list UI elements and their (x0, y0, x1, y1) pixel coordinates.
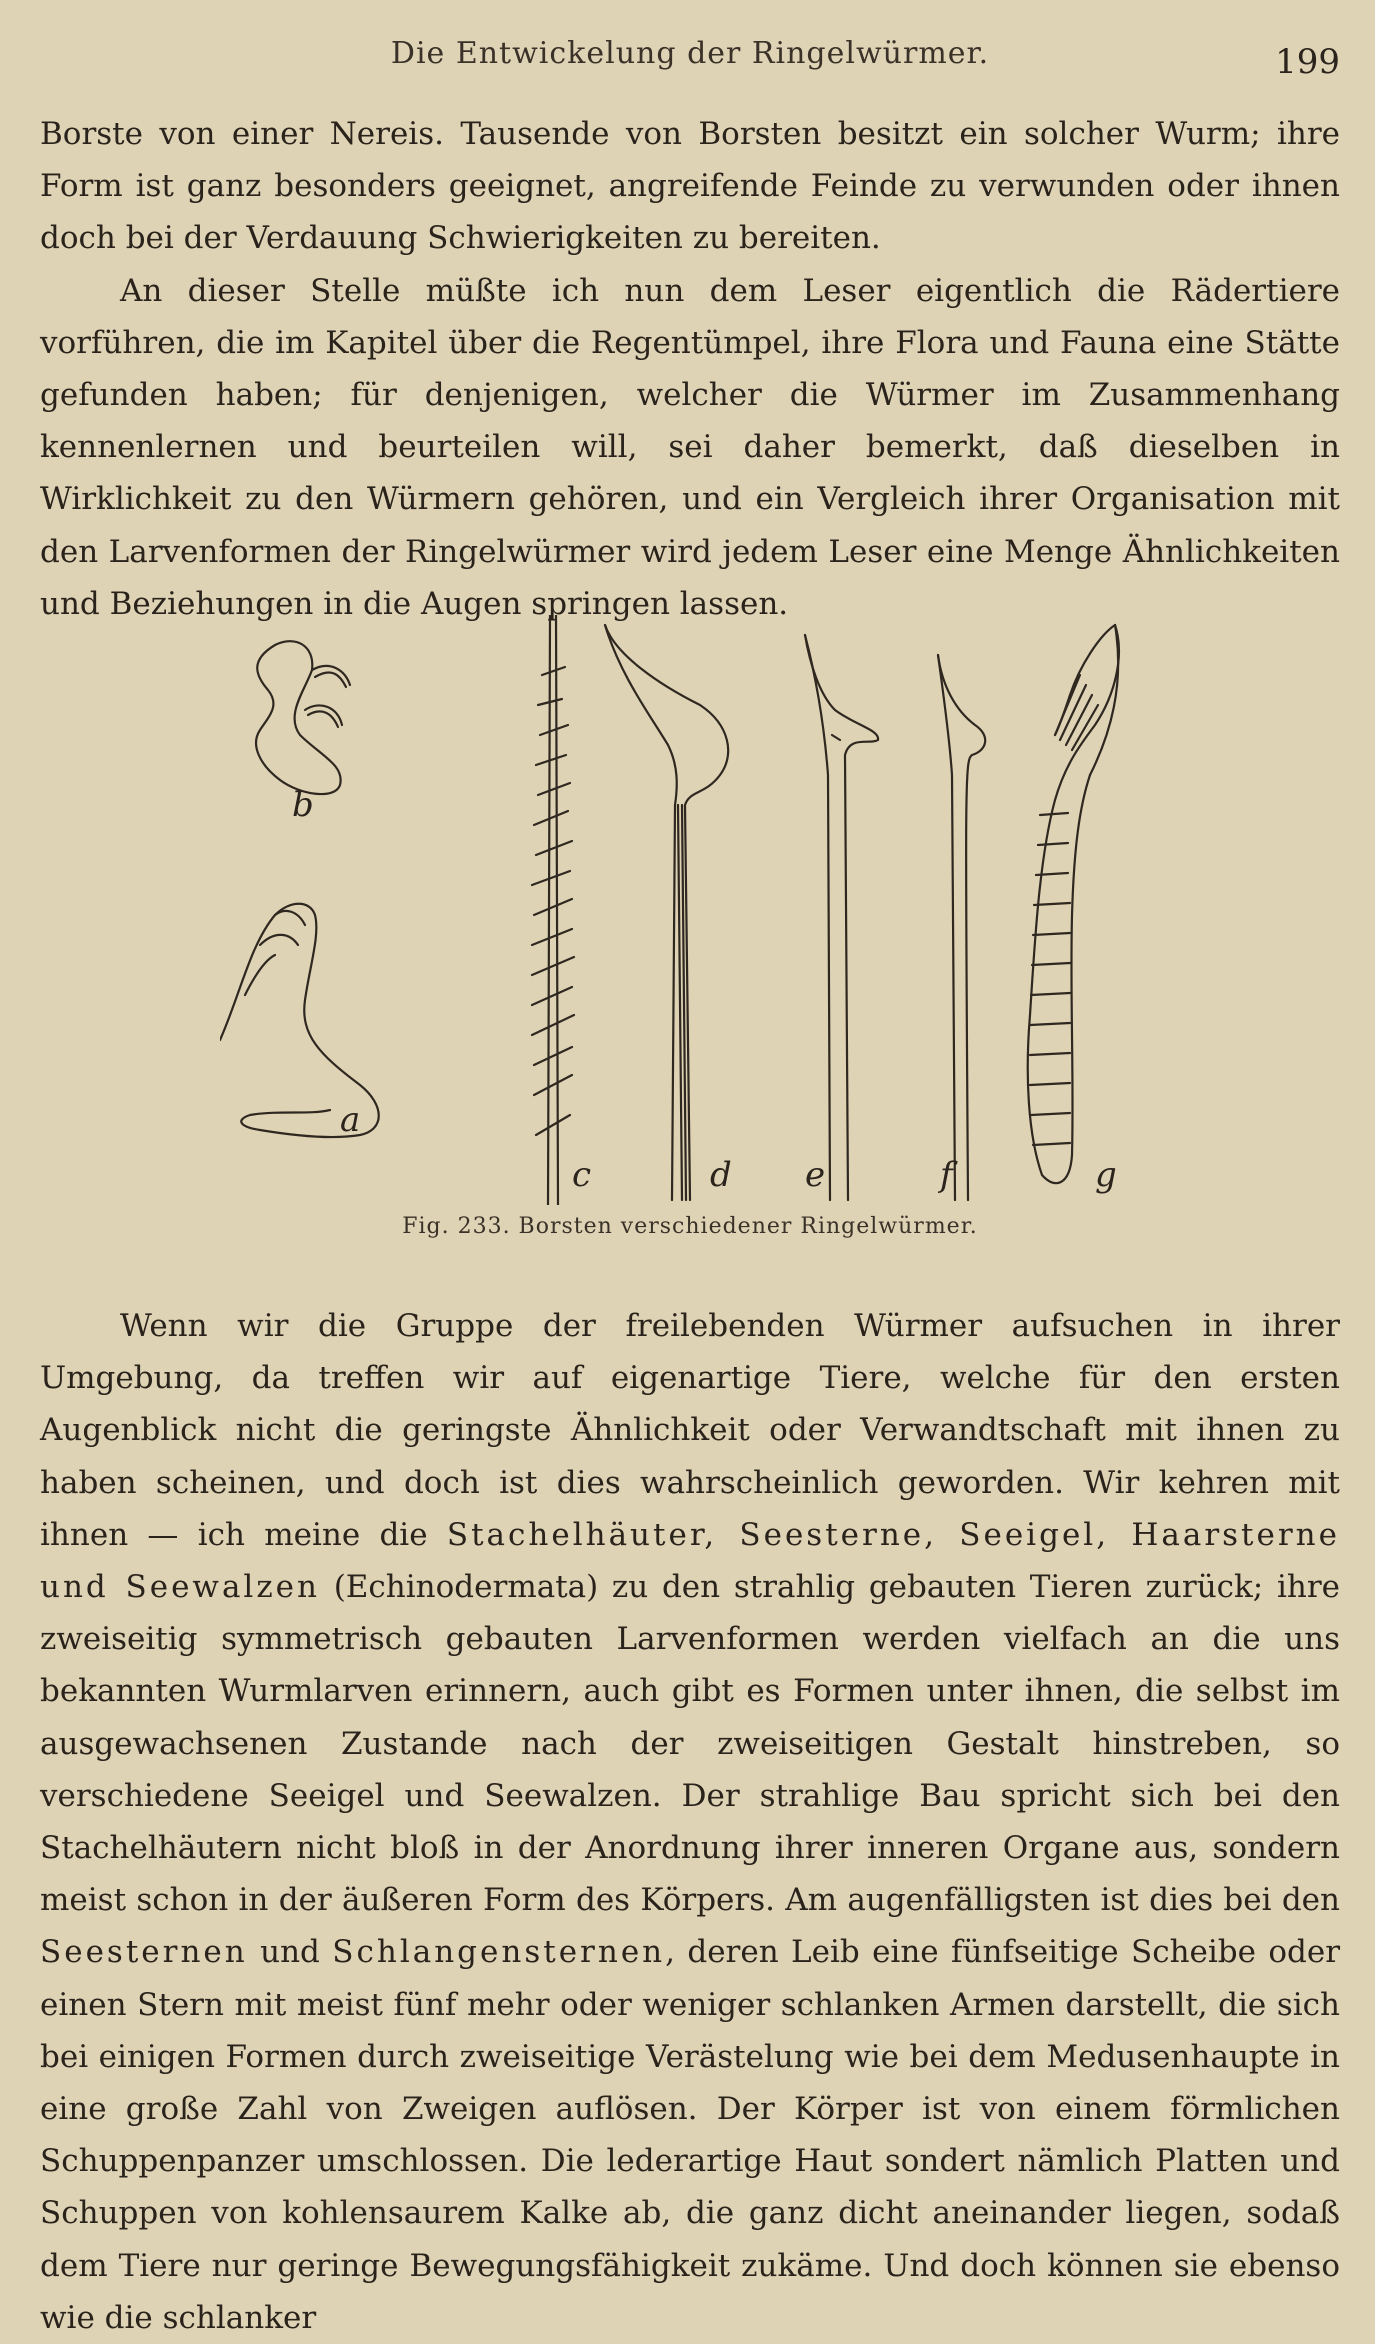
paragraph-3-part-b: (Echinodermata) zu den strahlig gebauten Tieren zurück; ihre zweiseitig symmetrisch gebauten Larvenformen werden vielfach an die uns bekannten Wurmlarven erinnern, auch gibt es Formen unter ihnen, die selbst im ausgewachsenen Zustande nach der zweiseitigen Gestalt hinstreben, so verschiedene Seeigel und Seewalzen. Der strahlige Bau spricht sich bei den Stachelhäutern nicht bloß in der Anordnung ihrer inneren Organe aus, sondern meist schon in der äußeren Form des Körpers. Am augenfälligsten ist dies bei den (40, 1569, 1341, 1919)
page-number: 199 (1275, 42, 1340, 82)
running-head (40, 30, 1340, 80)
figure-label-g: g (1095, 1155, 1117, 1195)
paragraph-2: An dieser Stelle müßte ich nun dem Leser eigentlich die Rädertiere vorführen, die im Kapitel über die Regentümpel, ihre Flora und Fauna eine Stätte gefunden haben; für denjenigen, welcher die Würmer im Zusammenhang kennenlernen und beurteilen will, sei daher bemerkt, daß dieselben in Wirklichkeit zu den Würmern gehören, und ein Vergleich ihrer Organisation mit den Larvenformen der Ringelwürmer wird jedem Leser eine Menge Ähnlichkeiten und Beziehungen in die Augen springen lassen. (40, 272, 1340, 622)
text-block-bottom (40, 1300, 1340, 2344)
figure-caption: Fig. 233. Borsten verschiedener Ringelwürmer. (402, 1214, 978, 1239)
bristle-b (256, 641, 350, 794)
figure-label-f: f (940, 1155, 953, 1195)
bristle-c (532, 615, 574, 1205)
bristle-e (805, 635, 878, 1200)
text-block-top (40, 108, 1340, 630)
term-schlangensternen: Schlangensternen (332, 1934, 666, 1971)
bristle-f (938, 655, 985, 1200)
running-title: Die Entwickelung der Ringelwürmer. (390, 36, 990, 71)
paragraph-3-part-d: , deren Leib eine fünfseitige Scheibe oder einen Stern mit meist fünf mehr oder weniger schlanken Armen darstellt, die sich bei einigen Formen durch zweiseitige Verästelung wie bei dem Medusenhaupte in eine große Zahl von Zweigen auflösen. Der Körper ist von einem förmlichen Schuppenpanzer umschlossen. Die lederartige Haut sondert nämlich Platten und Schuppen von kohlensaurem Kalke ab, die ganz dicht aneinander liegen, sodaß dem Tiere nur geringe Bewegungsfähigkeit zukäme. Und doch können sie ebenso wie die schlanker (40, 1934, 1341, 2336)
bristle-d (605, 625, 728, 1200)
paragraph-3-part-c: und (247, 1934, 333, 1971)
bristle-illustration (220, 615, 1160, 1205)
bristle-g (1028, 625, 1119, 1183)
term-seesternen: Seesternen (40, 1934, 248, 1971)
figure-label-e: e (805, 1155, 826, 1195)
echinoderm-groups: Stachelhäuter, Seesterne, Seeigel, Haarsterne und Seewalzen (40, 1516, 1340, 1606)
figure-label-d: d (710, 1155, 732, 1195)
figure-label-b: b (292, 785, 314, 825)
paragraph-3-part-a: Wenn wir die Gruppe der freilebenden Würmer aufsuchen in ihrer Umgebung, da treffen wir auf eigenartige Tiere, welche für den ersten Augenblick nicht die geringste Ähnlichkeit oder Verwandtschaft mit ihnen zu haben scheinen, und doch ist dies wahrscheinlich geworden. Wir kehren mit ihnen — ich meine die (40, 1308, 1340, 1553)
figure-bristles (220, 615, 1160, 1215)
figure-label-a: a (340, 1100, 361, 1140)
paragraph-3 (40, 1300, 1340, 2344)
paragraph-1: Borste von einer Nereis. Tausende von Borsten besitzt ein solcher Wurm; ihre Form ist ganz besonders geeignet, angreifende Feinde zu verwunden oder ihnen doch bei der Verdauung Schwierigkeiten zu bereiten. (40, 116, 1340, 257)
figure-label-c: c (572, 1155, 592, 1195)
